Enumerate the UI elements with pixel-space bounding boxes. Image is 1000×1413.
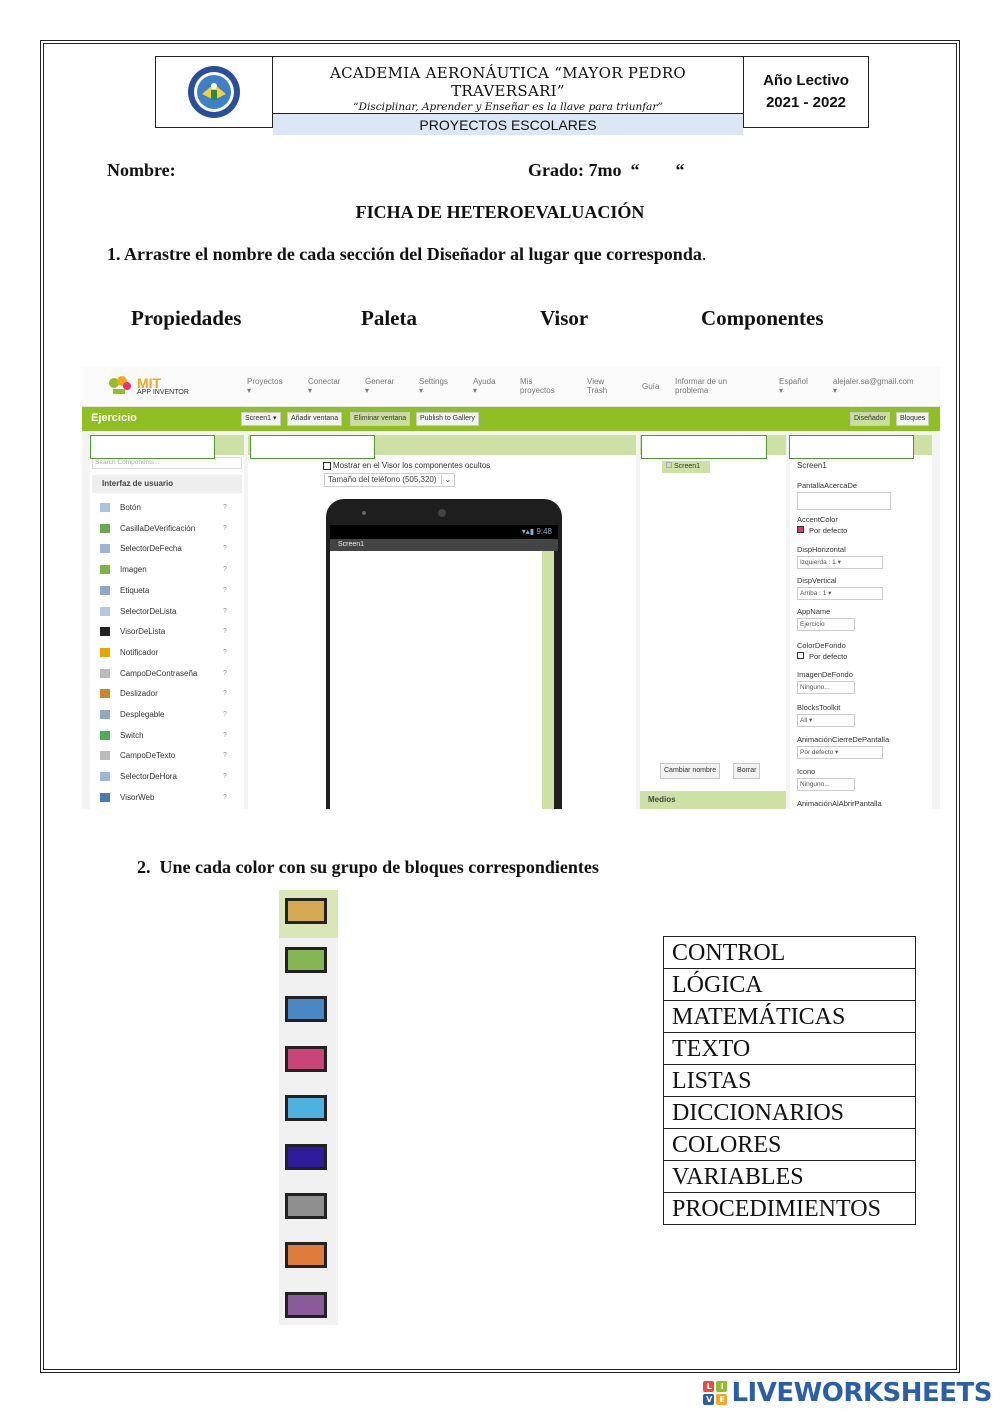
footer-brand: LIVEWORKSHEETS xyxy=(731,1378,992,1408)
color-chip[interactable] xyxy=(797,652,804,659)
school-header xyxy=(155,56,869,133)
palette-item-label: VisorDeLista xyxy=(120,627,166,637)
ai-designer-button[interactable]: Diseñador xyxy=(850,412,890,426)
ai-menu-mis-proyectos[interactable]: Mis proyectos xyxy=(520,377,555,395)
help-icon[interactable]: ? xyxy=(223,669,227,677)
school-year-cell xyxy=(744,57,868,127)
palette-item[interactable] xyxy=(100,730,227,740)
block-group-label[interactable]: LÓGICA xyxy=(664,969,916,1001)
ai-menu-settings[interactable]: Settings ▾ xyxy=(419,377,448,395)
palette-item[interactable] xyxy=(100,606,227,616)
color-swatch[interactable] xyxy=(285,996,327,1022)
ai-brand-sub: APP INVENTOR xyxy=(137,388,189,396)
help-icon[interactable]: ? xyxy=(223,504,227,511)
component-icon xyxy=(100,751,110,760)
question-1 xyxy=(107,244,706,265)
help-icon[interactable]: ? xyxy=(223,773,227,781)
property-value[interactable]: Ninguno... xyxy=(797,681,855,694)
block-group-label[interactable]: CONTROL xyxy=(664,937,916,969)
help-icon[interactable]: ? xyxy=(223,586,227,594)
component-icon xyxy=(100,689,110,698)
block-group-label[interactable]: TEXTO xyxy=(664,1033,916,1065)
ai-phone-canvas[interactable] xyxy=(330,551,542,809)
ai-menu-conectar[interactable]: Conectar ▾ xyxy=(308,377,341,395)
color-chip[interactable] xyxy=(797,526,804,533)
component-icon xyxy=(100,793,110,802)
block-group-label[interactable]: MATEMÁTICAS xyxy=(664,1001,916,1033)
ai-search-components[interactable]: Search Components... xyxy=(92,457,242,469)
ai-publish-button[interactable]: Publish to Gallery xyxy=(416,412,479,426)
table-row xyxy=(664,969,916,1001)
property-textarea[interactable] xyxy=(797,492,891,510)
question-2 xyxy=(137,857,599,878)
property-label: PantallaAcercaDe xyxy=(797,481,858,490)
help-icon[interactable]: ? xyxy=(223,648,227,656)
ai-remove-screen-button[interactable]: Eliminar ventana xyxy=(350,412,410,426)
palette-item-label: CampoDeContraseña xyxy=(120,668,198,678)
block-group-label[interactable]: VARIABLES xyxy=(664,1161,916,1193)
property-label: DispHorizontal xyxy=(797,545,846,554)
ai-menu-account[interactable]: alejaler.sa@gmail.com ▾ xyxy=(833,377,914,395)
palette-item-label: Notificador xyxy=(120,647,159,657)
palette-item-label: SelectorDeHora xyxy=(120,772,177,782)
ai-hidden-components-option[interactable]: Mostrar en el Visor los componentes ocultos xyxy=(323,461,490,470)
ai-screen-select[interactable]: Screen1 ▾ xyxy=(241,412,281,426)
question-1-period: . xyxy=(701,244,707,264)
school-logo-cell xyxy=(156,57,273,127)
property-value[interactable]: Por defecto xyxy=(797,526,847,535)
drag-word-paleta[interactable]: Paleta xyxy=(361,306,417,330)
ai-palette-group[interactable]: Interfaz de usuario xyxy=(92,475,242,493)
drag-word-componentes[interactable]: Componentes xyxy=(701,306,824,330)
ai-components-panel xyxy=(640,435,786,809)
block-groups-table xyxy=(663,936,916,1225)
property-label: ColorDeFondo xyxy=(797,641,846,650)
ai-menu-generar[interactable]: Generar ▾ xyxy=(365,377,395,395)
ai-delete-button[interactable]: Borrar xyxy=(733,763,760,779)
property-value[interactable]: Arriba : 1 ▾ xyxy=(797,587,883,600)
question-2-number: 2. xyxy=(137,857,151,877)
palette-item-label: Imagen xyxy=(120,565,147,575)
palette-item[interactable] xyxy=(100,792,227,802)
ai-phone-size-select[interactable]: Tamaño del teléfono (505,320) ⌄ xyxy=(324,473,455,487)
palette-item[interactable] xyxy=(100,544,227,554)
drop-box-properties[interactable] xyxy=(789,435,914,459)
ai-menu-guia[interactable]: Guía xyxy=(642,382,660,391)
property-value[interactable]: All ▾ xyxy=(797,714,855,727)
drop-box-palette[interactable] xyxy=(90,435,215,459)
palette-item[interactable] xyxy=(100,627,227,637)
color-swatch[interactable] xyxy=(285,947,327,973)
color-swatch[interactable] xyxy=(285,898,327,924)
table-row xyxy=(664,1129,916,1161)
palette-item[interactable] xyxy=(100,772,227,782)
palette-item-label: CasillaDeVerificación xyxy=(120,523,196,533)
property-label: AppName xyxy=(797,607,831,616)
property-label: Icono xyxy=(797,767,816,776)
ai-menu-view-trash[interactable]: View Trash xyxy=(587,377,608,395)
palette-item[interactable] xyxy=(100,585,227,595)
help-icon[interactable]: ? xyxy=(223,628,227,636)
block-group-label[interactable]: COLORES xyxy=(664,1129,916,1161)
help-icon[interactable]: ? xyxy=(223,690,227,698)
palette-item-label: SelectorDeLista xyxy=(120,606,177,616)
table-row xyxy=(664,937,916,969)
school-name-cell xyxy=(273,57,744,133)
ai-add-screen-button[interactable]: Añadir ventana xyxy=(287,412,342,426)
palette-item[interactable] xyxy=(100,710,227,719)
help-icon[interactable]: ? xyxy=(223,524,227,532)
palette-item-label: Etiqueta xyxy=(120,585,150,595)
ai-tree-screen1[interactable]: Screen1 xyxy=(662,461,710,473)
block-group-label[interactable]: PROCEDIMIENTOS xyxy=(664,1193,916,1225)
ai-menu-language[interactable]: Español ▾ xyxy=(779,377,808,395)
ai-phone-mockup xyxy=(326,499,562,809)
ai-menu-proyectos[interactable]: Proyectos ▾ xyxy=(247,377,283,395)
help-icon[interactable]: ? xyxy=(223,731,227,739)
palette-item-label: Botón xyxy=(120,503,141,512)
year-label: Año Lectivo xyxy=(763,72,849,89)
ai-menu-report[interactable]: Informar de un problema xyxy=(675,377,728,395)
palette-item[interactable] xyxy=(100,751,227,761)
help-icon[interactable]: ? xyxy=(223,607,227,615)
palette-item-label: Desplegable xyxy=(120,710,165,719)
component-icon xyxy=(100,772,110,781)
property-label: AnimaciónCierreDePantalla xyxy=(797,735,890,744)
palette-item-label: Switch xyxy=(120,730,144,740)
ai-project-bar xyxy=(82,407,940,431)
drop-box-viewer[interactable] xyxy=(250,435,375,459)
ai-phone-title: Screen1 xyxy=(330,539,558,551)
color-swatch[interactable] xyxy=(285,1242,327,1268)
property-value[interactable]: Por defecto ▾ xyxy=(797,746,883,759)
table-row xyxy=(664,1033,916,1065)
question-1-number: 1. xyxy=(107,244,121,264)
block-group-label[interactable]: LISTAS xyxy=(664,1065,916,1097)
color-swatch[interactable] xyxy=(285,1095,327,1121)
help-icon[interactable]: ? xyxy=(223,752,227,760)
name-label: Nombre: xyxy=(107,160,176,180)
palette-item-label: CampoDeTexto xyxy=(120,751,176,761)
question-2-text: Une cada color con su grupo de bloques correspondientes xyxy=(159,857,599,877)
component-icon xyxy=(100,503,110,512)
component-icon xyxy=(100,710,110,719)
question-1-text: Arrastre el nombre de cada sección del Diseñador al lugar que corresponda xyxy=(124,244,702,264)
department-label: PROYECTOS ESCOLARES xyxy=(273,113,743,135)
palette-item[interactable] xyxy=(100,523,227,533)
ai-brand xyxy=(107,375,189,397)
help-icon[interactable]: ? xyxy=(223,566,227,574)
table-row xyxy=(664,1001,916,1033)
table-row xyxy=(664,1065,916,1097)
drag-word-visor[interactable]: Visor xyxy=(540,306,589,330)
component-icon xyxy=(100,524,110,533)
help-icon[interactable]: ? xyxy=(223,793,227,801)
help-icon[interactable]: ? xyxy=(223,711,227,718)
property-label: DispVertical xyxy=(797,576,837,585)
ai-phone-status-bar: ▾▴▮ 9:48 xyxy=(330,525,558,539)
property-label: AccentColor xyxy=(797,515,838,524)
component-icon xyxy=(100,648,110,657)
component-icon xyxy=(100,731,110,740)
ai-top-bar xyxy=(82,367,940,407)
app-inventor-screenshot xyxy=(82,367,940,809)
drop-box-components[interactable] xyxy=(641,435,767,459)
help-icon[interactable]: ? xyxy=(223,545,227,553)
drag-word-propiedades[interactable]: Propiedades xyxy=(131,306,242,330)
palette-item[interactable] xyxy=(100,503,227,512)
palette-item-label: SelectorDeFecha xyxy=(120,544,182,554)
block-group-label[interactable]: DICCIONARIOS xyxy=(664,1097,916,1129)
component-icon xyxy=(100,586,110,595)
ai-blocks-button[interactable]: Bloques xyxy=(896,412,929,426)
property-value[interactable]: Ninguno... xyxy=(797,778,855,791)
palette-item[interactable] xyxy=(100,668,227,678)
property-value[interactable]: Ejercicio xyxy=(797,618,855,631)
table-row xyxy=(664,1193,916,1225)
color-swatch[interactable] xyxy=(285,1046,327,1072)
ai-menu-ayuda[interactable]: Ayuda ▾ xyxy=(473,377,496,395)
screen-node-icon xyxy=(666,462,672,468)
property-value[interactable]: Izquierda : 1 ▾ xyxy=(797,556,883,569)
property-label: BlocksToolkit xyxy=(797,703,841,712)
palette-item-label: Deslizador xyxy=(120,689,158,699)
component-icon xyxy=(100,669,110,678)
year-value: 2021 - 2022 xyxy=(765,94,847,111)
institution-name: ACADEMIA AERONÁUTICA “MAYOR PEDRO TRAVERSARI” xyxy=(329,64,687,100)
property-label: ImagenDeFondo xyxy=(797,670,853,679)
ai-media-header: Medios xyxy=(640,791,786,809)
component-icon xyxy=(100,565,110,574)
palette-item[interactable] xyxy=(100,689,227,699)
ai-brand-mit: MIT xyxy=(137,374,162,391)
ai-props-screen: Screen1 xyxy=(797,461,827,470)
table-row xyxy=(664,1161,916,1193)
school-motto: “Disciplinar, Aprender y Enseñar es la llave para triunfar” xyxy=(353,101,663,113)
palette-item-label: VisorWeb xyxy=(120,792,155,802)
page-title: FICHA DE HETEROEVALUACIÓN xyxy=(355,202,645,222)
wifi-signal-icon: ▾▴▮ xyxy=(521,527,535,536)
ai-viewer-panel xyxy=(248,435,636,809)
property-label: AnimaciónAlAbrirPantalla xyxy=(797,799,882,808)
color-swatch[interactable] xyxy=(285,1193,327,1219)
school-seal-icon xyxy=(186,64,242,120)
liveworksheets-logo-icon: L I V E xyxy=(703,1381,727,1405)
palette-item[interactable] xyxy=(100,565,227,575)
component-icon xyxy=(100,544,110,553)
liveworksheets-footer xyxy=(703,1378,992,1408)
color-swatch[interactable] xyxy=(285,1292,327,1318)
component-icon xyxy=(100,627,110,636)
mit-logo-icon xyxy=(107,375,133,397)
table-row xyxy=(664,1097,916,1129)
color-swatch[interactable] xyxy=(285,1144,327,1170)
ai-project-name: Ejercicio xyxy=(91,412,137,424)
ai-checkbox-icon[interactable] xyxy=(323,462,331,470)
grade-label: Grado: 7mo “ “ xyxy=(528,160,685,180)
palette-item[interactable] xyxy=(100,647,227,657)
ai-rename-button[interactable]: Cambiar nombre xyxy=(660,763,720,779)
component-icon xyxy=(100,607,110,616)
property-value[interactable]: Por defecto xyxy=(797,652,847,661)
